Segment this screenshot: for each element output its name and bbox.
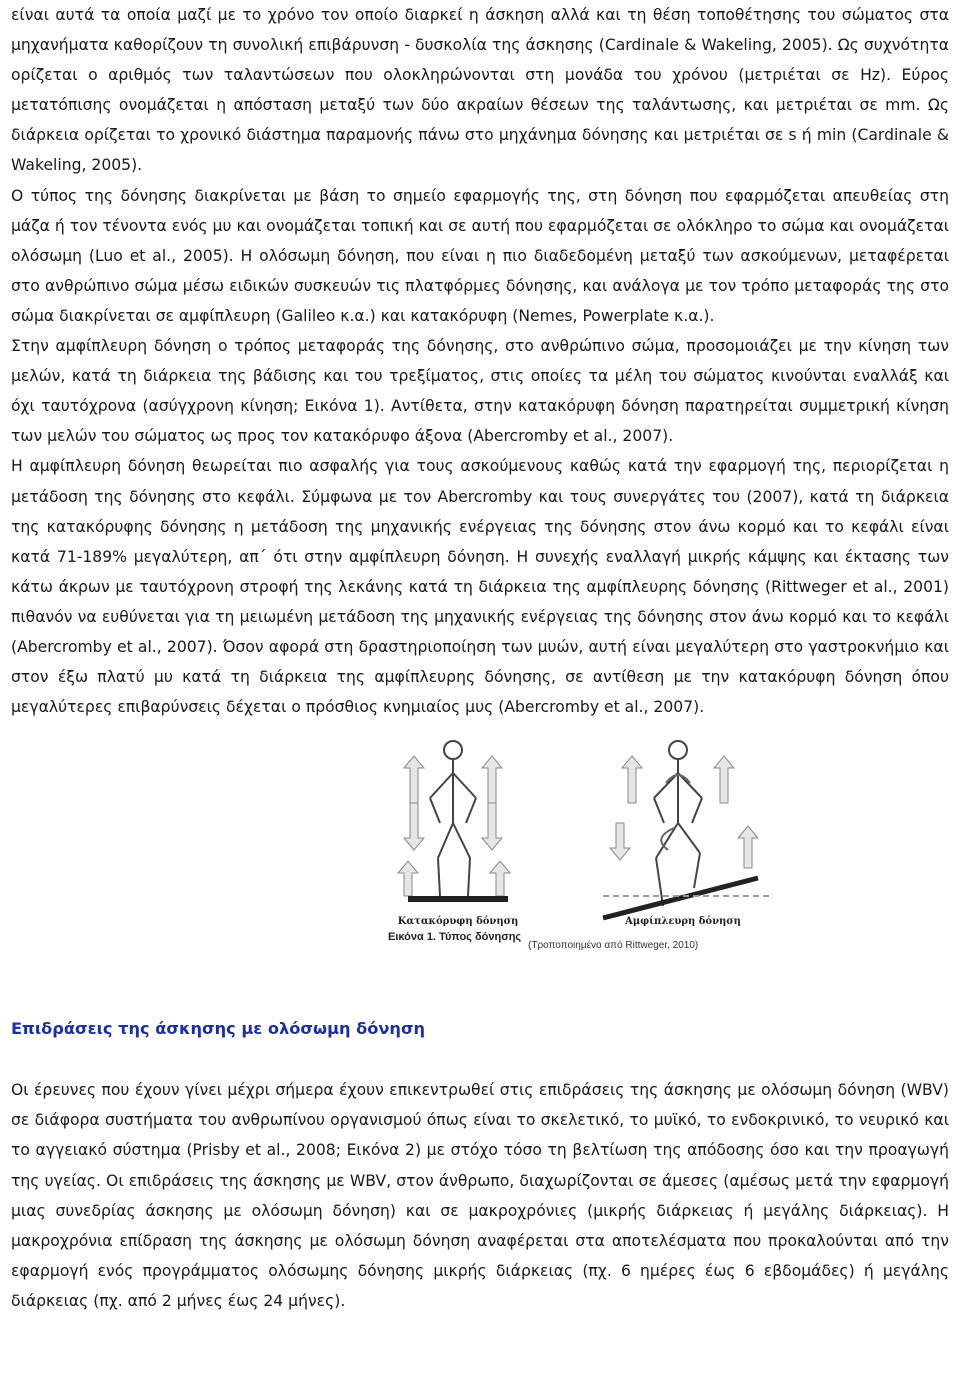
paragraph-parameters: είναι αυτά τα οποία μαζί με το χρόνο τον οποίο διαρκεί η άσκηση αλλά και τη θέση τοποθέτησης του σώματος στα μηχανήματα καθορίζουν τη συνολική επιβάρυνση - δυσκολία της άσκησης (Cardinale & Wakeling, 2005). Ως συχνότητα ορίζεται ο αριθμός των ταλαντώσεων που ολοκληρώνονται στη μονάδα του χρόνου (μετριέται σε Hz). Εύρος μετατόπισης ονομάζεται η απόσταση μεταξύ των δύο ακραίων θέσεων της ταλάντωσης, και μετριέται σε mm. Ως διάρκεια ορίζεται το χρονικό διάστημα παραμονής πάνω στο μηχάνημα δόνησης και μετριέται σε s ή min (Cardinale & Wakeling, 2005). xyxy=(11,6,949,175)
paragraph-vibration-types: Ο τύπος της δόνησης διακρίνεται με βάση το σημείο εφαρμογής της, στη δόνηση που εφαρμόζεται απευθείας στη μάζα ή τον τένοντα ενός μυ και ονομάζεται τοπική και σε αυτή που εφαρμόζεται σε ολόκληρο το σώμα και ονομάζεται ολόσωμη (Luo et al., 2005). Η ολόσωμη δόνηση, που είναι η πιο διαδεδομένη μεταξύ των ασκούμενων, μεταφέρεται στο ανθρώπινο σώμα μέσω ειδικών συσκευών τις πλατφόρμες δόνησης, και ανάλογα με τον τρόπο μεταφοράς της στο σώμα διακρίνεται σε αμφίπλευρη (Galileo κ.α.) και κατακόρυφη (Nemes, Powerplate κ.α.). xyxy=(11,186,949,325)
paragraph-safety: Η αμφίπλευρη δόνηση θεωρείται πιο ασφαλής για τους ασκούμενους καθώς κατά την εφαρμογή της, περιορίζεται η μετάδοση της δόνησης στο κεφάλι. Σύμφωνα με τον Abercromby και τους συνεργάτες του (2007), κατά τη διάρκεια της κατακόρυφης δόνησης η μετάδοση της μηχανικής ενέργειας της δόνησης στον άνω κορμό και το κεφάλι είναι κατά 71-189% μεγαλύτερη, απ΄ ότι στην αμφίπλευρη δόνηση. Η συνεχής εναλλαγή μικρής κάμψης και έκτασης των κάτω άκρων με ταυτόχρονη στροφή της λεκάνης κατά τη διάρκεια της αμφίπλευρης δόνησης (Rittweger et al., 2001) πιθανόν να ευθύνεται για τη μειωμένη μετάδοση της μηχανικής ενέργειας της δόνησης στον άνω κορμό και το κεφάλι (Abercromby et al., 2007). Όσον αφορά στη δραστηριοποίηση των μυών, αυτή είναι μεγαλύτερη στο γαστροκνήμιο και στον έξω πλατύ μυ κατά τη διάρκεια της αμφίπλευρης δόνησης, σε αντίθεση με την κατακόρυφη δόνηση όπου μεγαλύτερες επιβαρύνσεις δέχεται ο πρόσθιος κνημιαίος μυς (Abercromby et al., 2007). xyxy=(11,457,949,717)
document-page xyxy=(11,0,949,1316)
figure-source: (Τροποποιημένο από Rittweger, 2010) xyxy=(528,940,699,951)
figure-vibration-types xyxy=(378,728,798,950)
paragraph-alternating-vibration: Στην αμφίπλευρη δόνηση ο τρόπος μεταφοράς της δόνησης, στο ανθρώπινο σώμα, προσομοιάζει με την κίνηση των μελών, κατά τη διάρκεια της βάδισης και του τρεξίματος, στις οποίες τα μέλη του σώματος κινούνται εναλλάξ και όχι ταυτόχρονα (ασύγχρονη κίνηση; Εικόνα 1). Αντίθετα, στην κατακόρυφη δόνηση παρατηρείται συμμετρική κίνηση των μελών του σώματος ως προς τον κατακόρυφο άξονα (Abercromby et al., 2007). xyxy=(11,337,949,446)
figure-caption: Εικόνα 1. Τύπος δόνησης xyxy=(388,931,522,944)
vibration-diagram xyxy=(378,728,798,950)
vertical-platform xyxy=(408,896,508,902)
label-alternating: Αμφίπλευρη δόνηση xyxy=(625,916,741,928)
paragraph-effects: Οι έρευνες που έχουν γίνει μέχρι σήμερα έχουν επικεντρωθεί στις επιδράσεις της άσκησης με ολόσωμη δόνηση (WBV) σε διάφορα συστήματα του ανθρωπίνου οργανισμού όπως είναι το σκελετικό, το μυϊκό, το ενδοκρινικό, το νευρικό και το αγγειακό σύστημα (Prisby et al., 2008; Εικόνα 2) με στόχο τόσο τη βελτίωση της απόδοσης όσο και την προαγωγή της υγείας. Οι επιδράσεις της άσκησης με WBV, στον άνθρωπο, διαχωρίζονται σε άμεσες (αμέσως μετά την εφαρμογή μιας συνεδρίας άσκησης με ολόσωμη δόνηση) και σε μακροχρόνιες (μικρής διάρκειας ή μεγάλης διάρκειας). Η μακροχρόνια επίδραση της άσκησης με ολόσωμη δόνηση αναφέρεται στα αποτελέσματα που προκαλούνται από την εφαρμογή ενός προγράμματος ολόσωμης δόνησης μικρής διάρκειας (πχ. 6 ημέρες έως 6 εβδομάδες) ή μεγάλης διάρκειας (πχ. από 2 μήνες έως 24 μήνες). xyxy=(11,1081,949,1310)
label-vertical: Κατακόρυφη δόνηση xyxy=(397,916,519,928)
section-heading: Επιδράσεις της άσκησης με ολόσωμη δόνηση xyxy=(11,1019,426,1039)
